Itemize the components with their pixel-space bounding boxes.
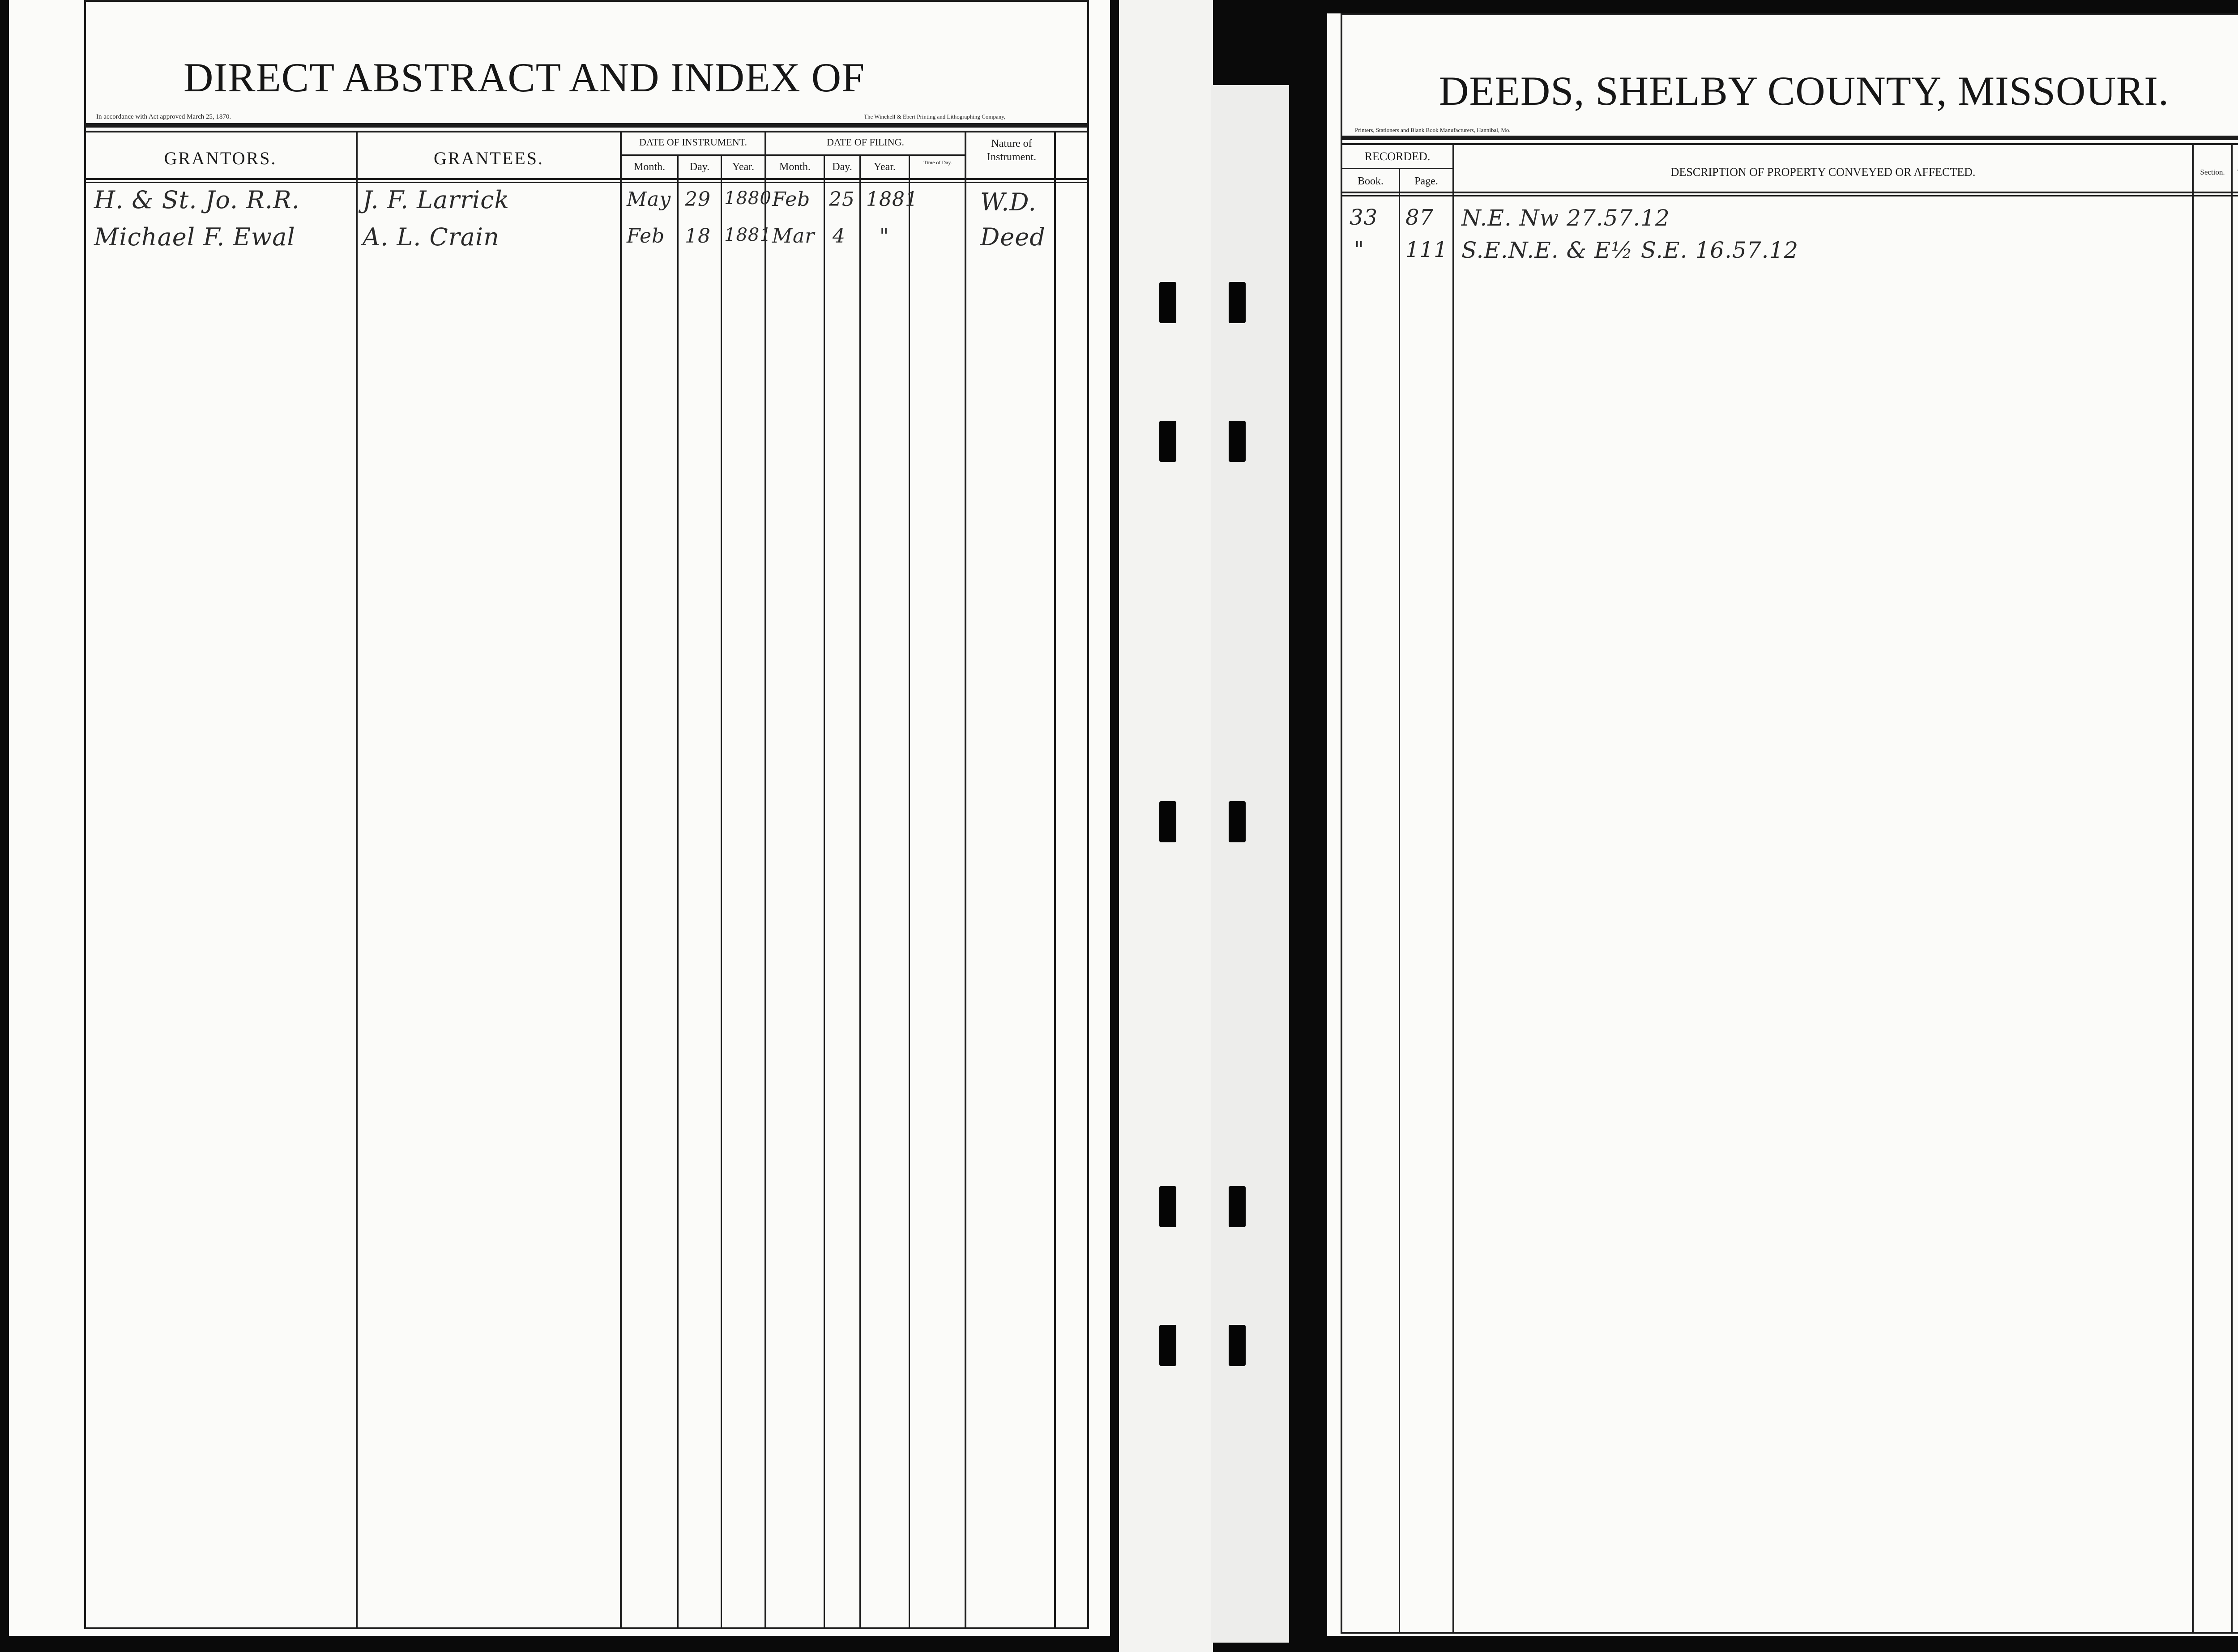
act-note: In accordance with Act approved March 25, 1870.	[96, 113, 231, 120]
col-line-file-month-day	[824, 156, 825, 1628]
entry-2-file-year: "	[880, 225, 889, 248]
col-line-inst-month-day	[677, 156, 679, 1628]
entry-1-file-day: 25	[829, 188, 855, 211]
entry-1-nature: W.D.	[980, 188, 1037, 216]
entry-1-inst-month: May	[627, 188, 671, 211]
header-file-year: Year.	[874, 161, 896, 173]
header-date-of-filing: DATE OF FILING.	[827, 137, 904, 148]
header-inst-month: Month.	[633, 161, 665, 173]
entry-1-grantor: H. & St. Jo. R.R.	[94, 186, 300, 214]
header-description: DESCRIPTION OF PROPERTY CONVEYED OR AFFECTED.	[1670, 166, 1976, 179]
binding-hole-3-right	[1229, 801, 1246, 842]
col-line-filing-nature	[965, 131, 966, 1628]
binding-spine-strip	[1211, 85, 1289, 1643]
entry-2-inst-day: 18	[685, 225, 711, 248]
entry-2-file-day: 4	[833, 225, 846, 248]
left-printer-note: The Winchell & Ebert Printing and Lithographing Company,	[864, 113, 1006, 120]
entry-2-page: 111	[1405, 237, 1448, 262]
left-ledger-page	[9, 0, 1110, 1636]
entry-1-page: 87	[1405, 205, 1434, 230]
header-time-of-day: Time of Day.	[923, 159, 952, 166]
col-line-grantees-date	[620, 131, 622, 1628]
right-ledger-page	[1327, 13, 2238, 1636]
col-line-page-description	[1452, 143, 1454, 1634]
entry-1-book: 33	[1350, 205, 1378, 230]
header-grantors: GRANTORS.	[164, 148, 277, 168]
binding-hole-2-left	[1159, 421, 1176, 462]
header-inst-year: Year.	[732, 161, 754, 173]
entry-2-inst-year: 1881	[724, 225, 772, 245]
header-book: Book.	[1357, 175, 1384, 187]
col-line-inst-filing	[765, 131, 766, 1628]
binding-hole-5-right	[1229, 1325, 1246, 1366]
right-header-top-rule	[1341, 136, 2238, 140]
col-line-nature-end	[1054, 131, 1056, 1628]
header-township	[2233, 168, 2238, 177]
right-printer-note: Printers, Stationers and Blank Book Manufacturers, Hannibal, Mo.	[1355, 127, 1511, 133]
header-section: Section.	[2200, 168, 2225, 176]
header-nature: Nature of Instrument.	[987, 138, 1036, 163]
binding-hole-3-left	[1159, 801, 1176, 842]
header-second-rule	[84, 131, 1089, 132]
recorded-group-rule	[1341, 168, 1452, 169]
header-recorded: RECORDED.	[1364, 150, 1431, 163]
right-page-title: DEEDS, SHELBY COUNTY, MISSOURI.	[1439, 68, 2169, 114]
entry-2-grantor: Michael F. Ewal	[94, 223, 295, 251]
header-page: Page.	[1414, 175, 1438, 187]
entry-2-description: S.E.N.E. & E½ S.E. 16.57.12	[1461, 237, 1799, 263]
header-date-of-instrument: DATE OF INSTRUMENT.	[639, 137, 747, 148]
col-line-section-township	[2231, 143, 2233, 1634]
entry-1-inst-day: 29	[685, 188, 711, 211]
header-inst-day: Day.	[689, 161, 710, 173]
entry-2-nature: Deed	[980, 223, 1046, 251]
binding-hole-2-right	[1229, 421, 1246, 462]
binding-hole-5-left	[1159, 1325, 1176, 1366]
col-line-grantors-grantees	[356, 131, 358, 1628]
entry-1-description: N.E. Nw 27.57.12	[1461, 205, 1670, 231]
right-header-bottom-rule-double	[1341, 195, 2238, 196]
col-line-inst-day-year	[721, 156, 722, 1628]
entry-1-inst-year: 1880	[724, 188, 772, 209]
col-line-book-page	[1399, 169, 1400, 1634]
date-group-rule	[620, 154, 965, 156]
col-line-description-section	[2192, 143, 2194, 1634]
header-grantees: GRANTEES.	[434, 148, 544, 168]
header-top-rule	[84, 123, 1089, 128]
binding-hole-4-left	[1159, 1186, 1176, 1227]
right-header-bottom-rule	[1341, 192, 2238, 193]
right-header-second-rule	[1341, 143, 2238, 145]
header-bottom-rule	[84, 178, 1089, 180]
binding-hole-1-right	[1229, 282, 1246, 323]
col-line-recorded-start	[1341, 143, 1342, 1634]
col-line-file-year-time	[909, 156, 910, 1628]
entry-1-grantee: J. F. Larrick	[363, 186, 510, 214]
col-line-file-day-year	[859, 156, 861, 1628]
entry-1-file-month: Feb	[772, 188, 811, 211]
entry-2-inst-month: Feb	[627, 225, 665, 248]
entry-1-file-year: 1881	[866, 188, 918, 211]
left-page-title: DIRECT ABSTRACT AND INDEX OF	[184, 55, 865, 100]
entry-2-file-month: Mar	[772, 225, 815, 248]
header-file-day: Day.	[832, 161, 852, 173]
binding-hole-4-right	[1229, 1186, 1246, 1227]
header-file-month: Month.	[779, 161, 811, 173]
header-bottom-rule-double	[84, 182, 1089, 183]
entry-2-grantee: A. L. Crain	[363, 223, 500, 251]
binding-hole-1-left	[1159, 282, 1176, 323]
entry-2-book: "	[1354, 237, 1365, 262]
